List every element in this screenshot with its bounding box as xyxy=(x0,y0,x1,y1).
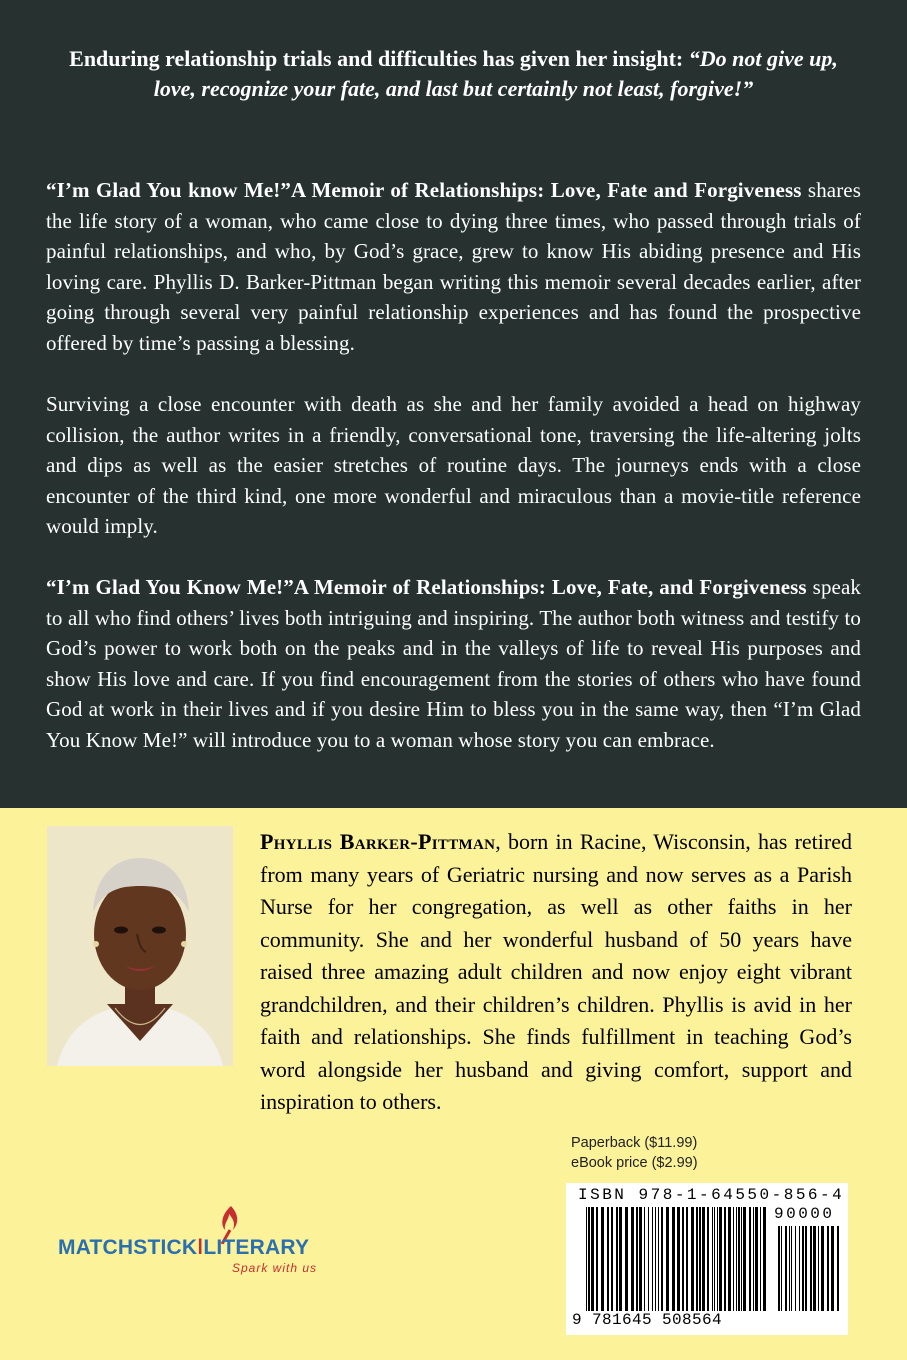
barcode-bar xyxy=(586,1207,587,1311)
barcode-bar xyxy=(655,1207,656,1311)
description-paragraph-3 xyxy=(46,572,861,755)
barcode-bar xyxy=(821,1226,824,1311)
barcode-bar xyxy=(763,1207,766,1311)
description-paragraph-2 xyxy=(46,389,861,542)
barcode-addon-number: 90000 xyxy=(774,1205,835,1223)
barcode-bar xyxy=(717,1207,718,1311)
barcode-bar xyxy=(652,1207,653,1311)
barcode-bar xyxy=(712,1207,713,1311)
barcode-bar xyxy=(736,1207,737,1311)
barcode-bar xyxy=(805,1226,807,1311)
barcode-bar xyxy=(827,1226,829,1311)
barcode-bar xyxy=(799,1226,800,1311)
barcode-bar xyxy=(831,1226,834,1311)
barcode-digits: 9 781645 508564 xyxy=(572,1311,723,1329)
barcode-bar xyxy=(785,1226,787,1311)
barcode-bar xyxy=(728,1207,731,1311)
paragraph-1-body: shares the life story of a woman, who came close to dying three times, who passed through trials of painful relationships, and who, by God’s grace, grew to know His abiding presence and His loving care. Phyllis D. Barker-Pittman began writing this memoir several decades earlier, after going through several very painful relationship experiences and has found the prospective offered by time’s passing a blessing. xyxy=(46,178,861,355)
barcode-bar xyxy=(619,1207,622,1311)
barcode-bar xyxy=(791,1226,792,1311)
barcode-bar xyxy=(802,1226,804,1311)
barcode-bar xyxy=(596,1207,598,1311)
author-photo xyxy=(47,826,233,1066)
barcode-bar xyxy=(636,1207,638,1311)
tagline-lead: Enduring relationship trials and difficulties has given her insight: xyxy=(69,46,689,71)
barcode-bar xyxy=(666,1207,669,1311)
barcode-main-bars xyxy=(586,1207,770,1311)
barcode-bar xyxy=(743,1207,746,1311)
tagline xyxy=(60,44,847,104)
barcode-bar xyxy=(760,1207,761,1311)
description-paragraph-1 xyxy=(46,175,861,358)
barcode-bar xyxy=(724,1207,726,1311)
barcode-bar xyxy=(741,1207,742,1311)
barcode-bar xyxy=(672,1207,675,1311)
barcode-bar xyxy=(661,1207,663,1311)
tagline-quote: “Do not give up, love, recognize your fate, and last but certainly not least, forgive!” xyxy=(153,46,838,101)
isbn-label: ISBN 978-1-64550-856-4 xyxy=(578,1186,845,1204)
barcode-bar xyxy=(714,1207,715,1311)
barcode-bar xyxy=(702,1207,705,1311)
barcode-bar xyxy=(707,1207,709,1311)
barcode-bar xyxy=(753,1207,754,1311)
barcode-bar xyxy=(781,1226,782,1311)
pricing-info xyxy=(571,1133,698,1173)
barcode-bar xyxy=(588,1207,590,1311)
barcode-bar xyxy=(591,1207,594,1311)
barcode-bar xyxy=(789,1226,790,1311)
publisher-name: MATCHSTICKǀLITERARY xyxy=(58,1236,310,1259)
barcode-addon-bars xyxy=(778,1226,840,1311)
barcode-bar xyxy=(601,1207,604,1311)
barcode-bar xyxy=(639,1207,642,1311)
barcode-bar xyxy=(795,1226,796,1311)
barcode-bar xyxy=(644,1207,645,1311)
publisher-tagline: Spark with us xyxy=(232,1261,318,1275)
ebook-price: eBook price ($2.99) xyxy=(571,1155,698,1171)
paragraph-2-body: Surviving a close encounter with death as she and her family avoided a head on highway collision, the author writes in a friendly, conversational tone, traversing the life-altering jolts and dips as well as the easier stretches of routine days. The journeys ends with a close encounter of the third kind, one more wonderful and miraculous than a movie-title reference would imply. xyxy=(46,392,861,538)
barcode-bar xyxy=(631,1207,634,1311)
barcode-bar xyxy=(699,1207,701,1311)
isbn-barcode xyxy=(566,1183,848,1335)
barcode-bar xyxy=(682,1207,684,1311)
author-name: Phyllis Barker-Pittman xyxy=(260,829,496,854)
barcode-bar xyxy=(686,1207,688,1311)
author-bio-body: , born in Racine, Wisconsin, has retired from many years of Geriatric nursing and now serves as a Parish Nurse for her congregation, as well as other faiths in her community. She and her wonderful husband of 50 years have raised three amazing adult children and now enjoy eight vibrant grandchildren, and their children’s children. Phyllis is avid in her faith and relationships. She finds fulfillment in teaching God’s word alongside her husband and giving comfort, support and inspiration to others. xyxy=(260,829,852,1114)
barcode-bar xyxy=(677,1207,680,1311)
barcode-bar xyxy=(810,1226,812,1311)
publisher-logo xyxy=(58,1200,378,1280)
barcode-bar xyxy=(755,1207,758,1311)
barcode-bar xyxy=(818,1226,819,1311)
author-portrait-illustration xyxy=(47,826,233,1066)
barcode-bar xyxy=(607,1207,609,1311)
book-title-1: “I’m Glad You know Me!”A Memoir of Relationships: Love, Fate and Forgiveness xyxy=(46,178,802,202)
barcode-bar xyxy=(733,1207,734,1311)
publisher-name-left: MATCHSTICK xyxy=(58,1236,198,1259)
barcode-bar xyxy=(691,1207,694,1311)
paperback-price: Paperback ($11.99) xyxy=(571,1135,698,1151)
barcode-bar xyxy=(719,1207,722,1311)
publisher-name-right: LITERARY xyxy=(203,1236,310,1259)
barcode-bar xyxy=(696,1207,698,1311)
book-title-2: “I’m Glad You Know Me!”A Memoir of Relationships: Love, Fate, and Forgiveness xyxy=(46,575,807,599)
barcode-bar xyxy=(648,1207,649,1311)
barcode-bar xyxy=(625,1207,628,1311)
barcode-bar xyxy=(813,1226,816,1311)
barcode-bar xyxy=(658,1207,659,1311)
barcode-bar xyxy=(616,1207,618,1311)
barcode-bar xyxy=(749,1207,751,1311)
barcode-bar xyxy=(837,1226,839,1311)
author-bio xyxy=(260,826,852,1119)
barcode-bar xyxy=(778,1226,780,1311)
barcode-bar xyxy=(738,1207,740,1311)
paragraph-3-body: speak to all who find others’ lives both intriguing and inspiring. The author both witness and testify to God’s power to work both on the peaks and in the valleys of life to reveal His purposes and show His love and care. If you find encouragement from the stories of others who have found God at work in their lives and if you desire Him to bless you in the same way, then “I’m Glad You Know Me!” will introduce you to a woman whose story you can embrace. xyxy=(46,575,861,752)
barcode-bar xyxy=(611,1207,613,1311)
